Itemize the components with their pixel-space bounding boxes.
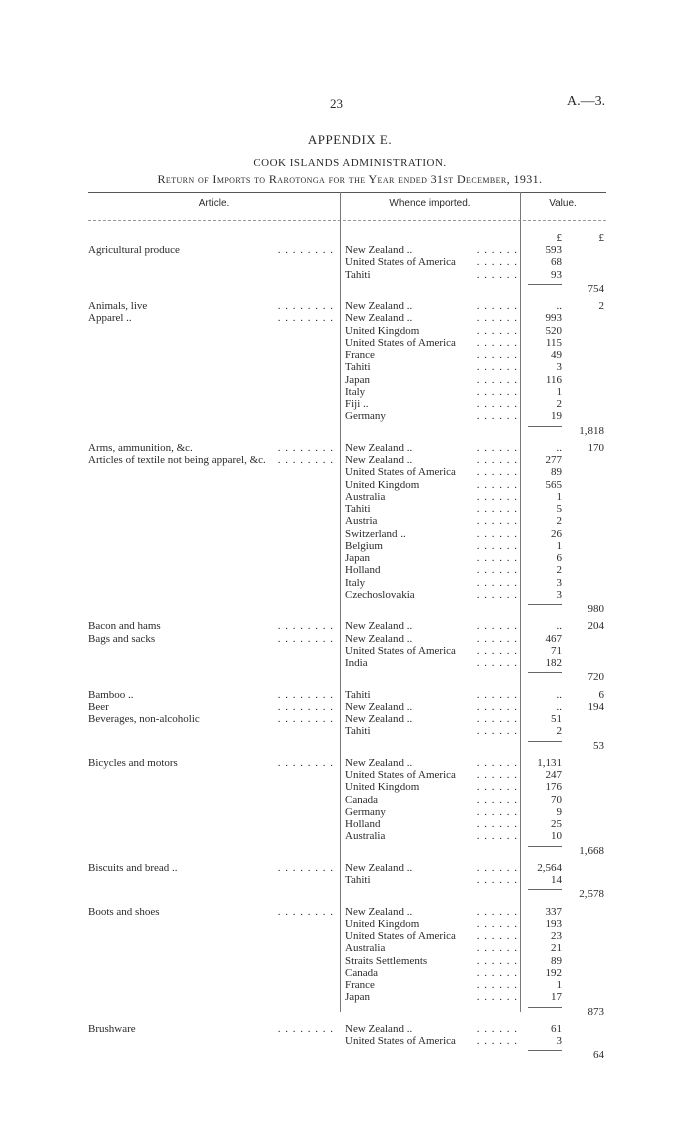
article-total: 204 bbox=[587, 620, 604, 633]
import-value: 2 bbox=[556, 398, 562, 410]
leader-dots: . . . . . . bbox=[476, 930, 518, 942]
article-total: 754 bbox=[587, 282, 604, 295]
import-value: 565 bbox=[545, 478, 562, 491]
import-value: 5 bbox=[556, 503, 562, 515]
import-value: .. bbox=[556, 441, 562, 454]
leader-dots: . . . . . . bbox=[476, 361, 518, 374]
import-value: 25 bbox=[551, 818, 562, 830]
leader-dots: . . . . . . bbox=[476, 466, 518, 479]
source-country: New Zealand .. bbox=[345, 244, 413, 256]
import-value: .. bbox=[556, 300, 562, 312]
leader-dots: . . . . . . bbox=[476, 793, 518, 806]
leader-dots: . . . . . . bbox=[476, 576, 518, 589]
import-value: 68 bbox=[551, 256, 562, 269]
leader-dots: . . . . . . . . bbox=[277, 632, 334, 645]
leader-dots: . . . . . . bbox=[476, 515, 518, 528]
import-value: 19 bbox=[551, 410, 562, 423]
import-value: 192 bbox=[545, 966, 562, 979]
leader-dots: . . . . . . bbox=[476, 300, 518, 312]
leader-dots: . . . . . . bbox=[476, 564, 518, 577]
article-total: 2 bbox=[598, 300, 604, 312]
leader-dots: . . . . . . bbox=[476, 336, 518, 349]
source-country: Switzerland .. bbox=[345, 527, 406, 540]
import-value: 1,131 bbox=[537, 756, 562, 769]
import-value: .. bbox=[556, 700, 562, 713]
return-title: Return of Imports to Rarotonga for the Year ended 31st December, 1931. bbox=[157, 172, 543, 186]
source-country: Australia bbox=[345, 942, 386, 955]
page-number: 23 bbox=[330, 96, 343, 111]
leader-dots: . . . . . . . . bbox=[277, 861, 334, 874]
document-reference: A.—3. bbox=[567, 94, 606, 109]
import-value: 116 bbox=[545, 373, 562, 386]
source-country: Tahiti bbox=[345, 688, 371, 701]
source-country: Germany bbox=[345, 805, 386, 818]
source-country: Straits Settlements bbox=[345, 954, 428, 967]
leader-dots: . . . . . . bbox=[476, 942, 518, 955]
leader-dots: . . . . . . bbox=[476, 657, 518, 669]
import-value: 193 bbox=[545, 917, 562, 930]
article-name: Bags and sacks bbox=[88, 632, 156, 645]
import-value: 14 bbox=[551, 874, 562, 886]
source-country: New Zealand .. bbox=[345, 312, 413, 325]
leader-dots: . . . . . . . . bbox=[277, 1022, 334, 1035]
article-total: 170 bbox=[587, 441, 604, 454]
leader-dots: . . . . . . bbox=[476, 527, 518, 540]
source-country: United States of America bbox=[345, 1035, 456, 1047]
source-country: United Kingdom bbox=[345, 917, 420, 930]
source-country: New Zealand .. bbox=[345, 454, 413, 466]
leader-dots: . . . . . . bbox=[476, 256, 518, 269]
import-value: 10 bbox=[551, 830, 562, 843]
import-value: 3 bbox=[556, 1035, 562, 1047]
leader-dots: . . . . . . . . bbox=[277, 312, 334, 325]
leader-dots: . . . . . . bbox=[476, 454, 518, 466]
leader-dots: . . . . . . bbox=[476, 312, 518, 325]
import-value: 3 bbox=[556, 361, 562, 374]
leader-dots: . . . . . . bbox=[476, 644, 518, 657]
source-country: Czechoslovakia bbox=[345, 588, 415, 601]
import-value: 182 bbox=[545, 657, 562, 669]
source-country: United States of America bbox=[345, 930, 456, 942]
leader-dots: . . . . . . bbox=[476, 552, 518, 564]
article-name: Apparel .. bbox=[88, 312, 132, 325]
subtotal-rule bbox=[528, 1007, 562, 1008]
import-value: 23 bbox=[551, 930, 562, 942]
leader-dots: . . . . . . bbox=[476, 244, 518, 256]
import-value: 2 bbox=[556, 515, 562, 528]
leader-dots: . . . . . . bbox=[476, 620, 518, 633]
leader-dots: . . . . . . bbox=[476, 781, 518, 794]
leader-dots: . . . . . . . . bbox=[277, 905, 334, 918]
import-value: 593 bbox=[545, 244, 562, 256]
import-value: 277 bbox=[545, 454, 562, 466]
source-country: New Zealand .. bbox=[345, 756, 413, 769]
leader-dots: . . . . . . . . bbox=[277, 620, 334, 633]
article-name: Bacon and hams bbox=[88, 620, 161, 633]
import-value: 337 bbox=[545, 905, 562, 918]
source-country: United States of America bbox=[345, 466, 456, 479]
subtotal-rule bbox=[528, 604, 562, 605]
leader-dots: . . . . . . bbox=[476, 268, 518, 281]
leader-dots: . . . . . . bbox=[476, 725, 518, 738]
leader-dots: . . . . . . bbox=[476, 769, 518, 781]
article-total: 194 bbox=[587, 700, 604, 713]
source-country: Holland bbox=[345, 818, 381, 830]
article-total: 980 bbox=[587, 603, 604, 615]
import-value: 70 bbox=[551, 793, 562, 806]
import-value: 520 bbox=[545, 324, 562, 337]
article-name: Agricultural produce bbox=[88, 244, 180, 256]
column-header-whence: Whence imported. bbox=[389, 198, 471, 209]
article-name: Articles of textile not being apparel, &c. bbox=[88, 454, 266, 466]
source-country: United States of America bbox=[345, 336, 456, 349]
import-value: 1 bbox=[556, 539, 562, 552]
leader-dots: . . . . . . . . bbox=[277, 713, 334, 725]
import-value: 71 bbox=[551, 644, 562, 657]
source-country: New Zealand .. bbox=[345, 620, 413, 633]
source-country: Canada bbox=[345, 793, 378, 806]
import-value: .. bbox=[556, 620, 562, 633]
import-value: 1 bbox=[556, 979, 562, 991]
source-country: Tahiti bbox=[345, 361, 371, 374]
import-value: 9 bbox=[556, 805, 562, 818]
import-value: 993 bbox=[545, 312, 562, 325]
subtotal-rule bbox=[528, 426, 562, 427]
appendix-title: APPENDIX E. bbox=[307, 132, 393, 147]
article-total: 6 bbox=[598, 688, 604, 701]
leader-dots: . . . . . . bbox=[476, 966, 518, 979]
source-country: New Zealand .. bbox=[345, 300, 413, 312]
leader-dots: . . . . . . bbox=[476, 954, 518, 967]
import-value: 2 bbox=[556, 564, 562, 577]
article-name: Brushware bbox=[88, 1022, 136, 1035]
import-value: 89 bbox=[551, 954, 562, 967]
subtotal-rule bbox=[528, 846, 562, 847]
currency-symbol-right: £ bbox=[598, 232, 604, 244]
leader-dots: . . . . . . bbox=[476, 979, 518, 991]
source-country: Tahiti bbox=[345, 874, 371, 886]
source-country: Italy bbox=[345, 576, 366, 589]
import-value: 115 bbox=[545, 336, 562, 349]
leader-dots: . . . . . . bbox=[476, 905, 518, 918]
leader-dots: . . . . . . bbox=[476, 398, 518, 410]
source-country: Japan bbox=[345, 991, 371, 1004]
source-country: New Zealand .. bbox=[345, 441, 413, 454]
leader-dots: . . . . . . . . bbox=[277, 688, 334, 701]
source-country: Tahiti bbox=[345, 725, 371, 738]
source-country: New Zealand .. bbox=[345, 905, 413, 918]
source-country: France bbox=[345, 979, 375, 991]
article-total: 720 bbox=[587, 671, 604, 684]
import-value: 2,564 bbox=[537, 861, 562, 874]
currency-symbol-left: £ bbox=[556, 232, 562, 244]
leader-dots: . . . . . . bbox=[476, 700, 518, 713]
article-name: Boots and shoes bbox=[88, 905, 160, 918]
source-country: Belgium bbox=[345, 539, 383, 552]
article-name: Beverages, non-alcoholic bbox=[88, 713, 200, 725]
source-country: Japan bbox=[345, 552, 371, 564]
article-name: Bamboo .. bbox=[88, 688, 134, 701]
leader-dots: . . . . . . bbox=[476, 991, 518, 1004]
source-country: Austria bbox=[345, 515, 378, 528]
source-country: Canada bbox=[345, 966, 378, 979]
leader-dots: . . . . . . bbox=[476, 441, 518, 454]
leader-dots: . . . . . . bbox=[476, 324, 518, 337]
article-total: 1,668 bbox=[579, 844, 604, 857]
source-country: United States of America bbox=[345, 769, 456, 781]
administration-title: COOK ISLANDS ADMINISTRATION. bbox=[253, 157, 447, 169]
leader-dots: . . . . . . bbox=[476, 539, 518, 552]
leader-dots: . . . . . . bbox=[476, 861, 518, 874]
column-header-article: Article. bbox=[198, 198, 230, 209]
table-header-rule bbox=[88, 220, 606, 221]
import-value: 17 bbox=[551, 991, 562, 1004]
leader-dots: . . . . . . . . bbox=[277, 700, 334, 713]
leader-dots: . . . . . . . . bbox=[277, 441, 334, 454]
source-country: Holland bbox=[345, 564, 381, 577]
source-country: Germany bbox=[345, 410, 386, 423]
source-country: Tahiti bbox=[345, 268, 371, 281]
import-value: 89 bbox=[551, 466, 562, 479]
leader-dots: . . . . . . bbox=[476, 874, 518, 886]
import-value: 61 bbox=[551, 1022, 562, 1035]
leader-dots: . . . . . . . . bbox=[277, 756, 334, 769]
import-value: 176 bbox=[545, 781, 562, 794]
subtotal-rule bbox=[528, 741, 562, 742]
leader-dots: . . . . . . bbox=[476, 588, 518, 601]
leader-dots: . . . . . . bbox=[476, 1022, 518, 1035]
import-value: 93 bbox=[551, 268, 562, 281]
source-country: United States of America bbox=[345, 644, 456, 657]
source-country: Italy bbox=[345, 385, 366, 398]
source-country: United Kingdom bbox=[345, 324, 420, 337]
table-top-rule bbox=[88, 192, 606, 193]
source-country: New Zealand .. bbox=[345, 861, 413, 874]
source-country: United Kingdom bbox=[345, 478, 420, 491]
leader-dots: . . . . . . bbox=[476, 818, 518, 830]
article-total: 2,578 bbox=[579, 888, 604, 901]
article-name: Bicycles and motors bbox=[88, 756, 178, 769]
source-country: New Zealand .. bbox=[345, 713, 413, 725]
source-country: United Kingdom bbox=[345, 781, 420, 794]
import-value: 1 bbox=[556, 490, 562, 503]
source-country: Australia bbox=[345, 490, 386, 503]
leader-dots: . . . . . . bbox=[476, 713, 518, 725]
import-value: 26 bbox=[551, 527, 562, 540]
leader-dots: . . . . . . bbox=[476, 373, 518, 386]
import-value: 49 bbox=[551, 349, 562, 361]
import-value: 3 bbox=[556, 576, 562, 589]
import-value: 3 bbox=[556, 588, 562, 601]
article-name: Biscuits and bread .. bbox=[88, 861, 178, 874]
source-country: New Zealand .. bbox=[345, 632, 413, 645]
leader-dots: . . . . . . bbox=[476, 503, 518, 515]
source-country: Australia bbox=[345, 830, 386, 843]
leader-dots: . . . . . . bbox=[476, 688, 518, 701]
article-total: 53 bbox=[593, 739, 604, 752]
leader-dots: . . . . . . bbox=[476, 756, 518, 769]
leader-dots: . . . . . . bbox=[476, 632, 518, 645]
import-value: 1 bbox=[556, 385, 562, 398]
leader-dots: . . . . . . . . bbox=[277, 244, 334, 256]
source-country: France bbox=[345, 349, 375, 361]
subtotal-rule bbox=[528, 889, 562, 890]
import-value: 51 bbox=[551, 713, 562, 725]
source-country: United States of America bbox=[345, 256, 456, 269]
import-value: 2 bbox=[556, 725, 562, 738]
source-country: New Zealand .. bbox=[345, 700, 413, 713]
article-name: Animals, live bbox=[88, 300, 148, 312]
article-total: 1,818 bbox=[579, 424, 604, 437]
subtotal-rule bbox=[528, 672, 562, 673]
column-header-value: Value. bbox=[549, 198, 577, 209]
leader-dots: . . . . . . . . bbox=[277, 454, 334, 466]
subtotal-rule bbox=[528, 284, 562, 285]
source-country: New Zealand .. bbox=[345, 1022, 413, 1035]
leader-dots: . . . . . . bbox=[476, 805, 518, 818]
article-name: Arms, ammunition, &c. bbox=[88, 441, 193, 454]
import-value: 21 bbox=[551, 942, 562, 955]
article-total: 873 bbox=[587, 1005, 604, 1018]
leader-dots: . . . . . . bbox=[476, 1035, 518, 1047]
leader-dots: . . . . . . bbox=[476, 410, 518, 423]
leader-dots: . . . . . . bbox=[476, 490, 518, 503]
leader-dots: . . . . . . bbox=[476, 385, 518, 398]
article-total: 64 bbox=[593, 1049, 604, 1062]
source-country: Tahiti bbox=[345, 503, 371, 515]
import-value: 6 bbox=[556, 552, 562, 564]
leader-dots: . . . . . . . . bbox=[277, 300, 334, 312]
leader-dots: . . . . . . bbox=[476, 349, 518, 361]
leader-dots: . . . . . . bbox=[476, 917, 518, 930]
leader-dots: . . . . . . bbox=[476, 830, 518, 843]
column-divider-article bbox=[340, 192, 341, 1012]
subtotal-rule bbox=[528, 1050, 562, 1051]
leader-dots: . . . . . . bbox=[476, 478, 518, 491]
source-country: India bbox=[345, 657, 368, 669]
import-value: 247 bbox=[545, 769, 562, 781]
source-country: Fiji .. bbox=[345, 398, 369, 410]
article-name: Beer bbox=[88, 700, 109, 713]
import-value: .. bbox=[556, 688, 562, 701]
import-value: 467 bbox=[545, 632, 562, 645]
source-country: Japan bbox=[345, 373, 371, 386]
